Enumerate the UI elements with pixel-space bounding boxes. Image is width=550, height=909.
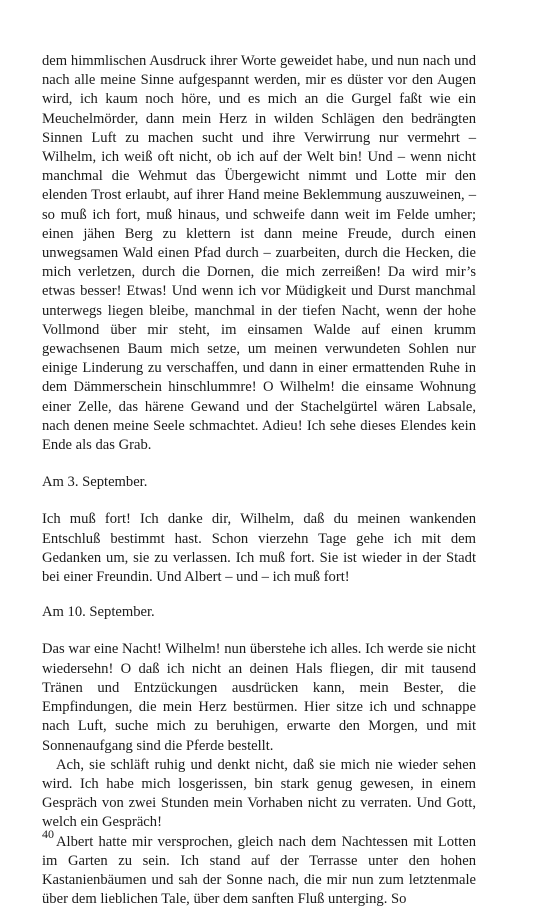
paragraph-continued: dem himmlischen Ausdruck ihrer Worte geweidet habe, und nun nach und nach alle meine Sinne aufgespannt werden, mir es düster vor den Augen wird, ich kaum noch höre, und es mich an die Gurgel faßt wie ein Meuchelmörder, dann mein Herz in wilden Schlägen den bedrängten Sinnen Luft zu machen sucht und ihre Verwirrung nur vermehrt – Wilhelm, ich weiß oft nicht, ob ich auf der Welt bin! Und – wenn nicht manchmal die Wehmut das Übergewicht nimmt und Lotte mir den elenden Trost erlaubt, auf ihrer Hand meine Beklemmung auszuweinen, – so muß ich fort, muß hinaus, und schweife dann weit im Felde umher; einen jähen Berg zu klettern ist dann meine Freude, durch einen unwegsamen Wald einen Pfad durch – zuarbeiten, durch die Hecken, die mich verletzen, durch die Dornen, die mich zerreißen! Da wird mir’s etwas besser! Etwas! Und wenn ich vor Müdigkeit und Durst manchmal unterwegs liegen bleibe, manchmal in der tiefen Nacht, wenn der hohe Vollmond über mir steht, im einsamen Walde auf einen krumm gewachsenen Baum mich setze, um meinen verwundeten Sohlen nur einige Linderung zu verschaffen, und dann in einer ermattenden Ruhe in dem Dämmerschein hinschlummre! O Wilhelm! die einsame Wohnung einer Zelle, das härene Gewand und der Stachelgürtel wären Labsale, nach denen meine Seele schmachtet. Adieu! Ich sehe dieses Elendes kein Ende als das Grab. [42,53,476,454]
paragraph-letter-3-september: Ich muß fort! Ich danke dir, Wilhelm, daß du meinen wankenden Entschluß bestimmt hast. Schon vierzehn Tage gehe ich mit dem Gedanken um, sie zu verlassen. Ich muß fort. Sie ist wieder in der Stadt bei einer Freundin. Und Albert – und – ich muß fort! [42,511,476,586]
letter-date-3-september: Am 3. September. [42,474,148,491]
letter-date-10-september: Am 10. September. [42,604,155,621]
paragraph-letter-10-september-2: Ach, sie schläft ruhig und denkt nicht, daß sie mich nie wieder sehen wird. Ich habe mich losgerissen, bin stark genug gewesen, in einem Gespräch von zwei Stunden mein Vorhaben nicht zu verraten. Und Gott, welch ein Gespräch! [42,756,476,831]
body-text [42,52,476,909]
page-number: 40 [42,827,54,841]
paragraph-letter-10-september-1: Das war eine Nacht! Wilhelm! nun überstehe ich alles. Ich werde sie nicht wiedersehn! O daß ich nicht an deinen Hals fliegen, dir mit tausend Tränen und Entzückungen ausdrücken kann, mein Bester, die Empfindungen, die mein Herz bestürmen. Hier sitze ich und schnappe nach Luft, suche mich zu beruhigen, erwarte den Morgen, und mit Sonnenaufgang sind die Pferde bestellt. [42,641,476,754]
paragraph-letter-10-september-3: Albert hatte mir versprochen, gleich nach dem Nachtessen mit Lotten im Garten zu sein. Ich stand auf der Terrasse unter den hohen Kastanienbäumen und sah der Sonne nach, die mir nun zum letztenmale über dem lieblichen Tale, über dem sanften Fluß unterging. So [42,833,476,908]
